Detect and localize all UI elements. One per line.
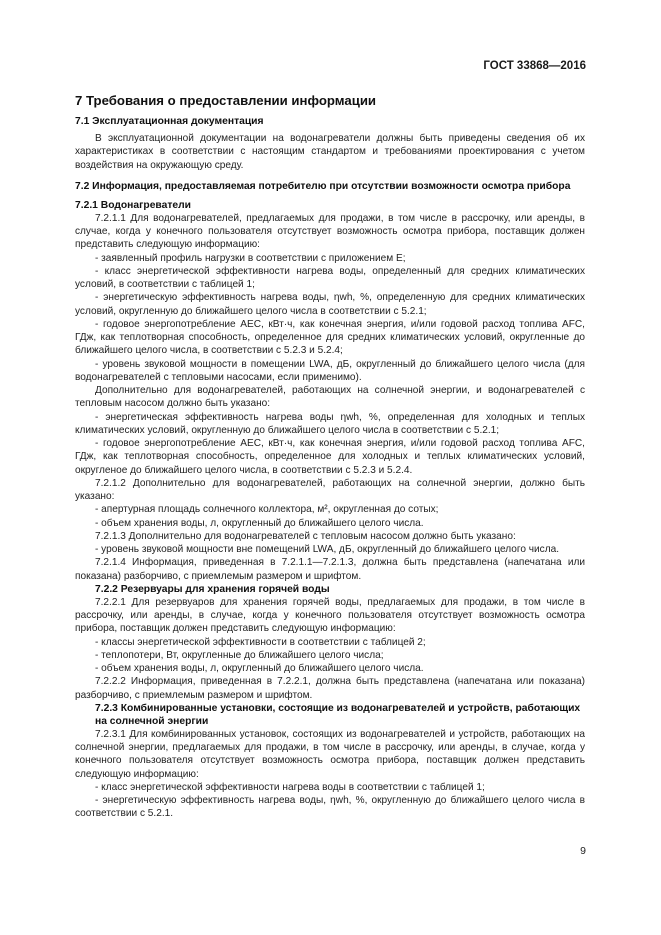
list-item: - заявленный профиль нагрузки в соответствии с приложением Е; [95,252,406,264]
list-item: - годовое энергопотребление AEC, кВт·ч, как конечная энергия, и/или годовой расход топлива AFC, ГДж, как теплотворная способность, определенное для холодных и теплых климатических условий, округленое до ближайшего целого числа, в соответствии с 5.2.3 и 5.2.4. [75,438,585,476]
paragraph: 7.2.3.1 Для комбинированных установок, состоящих из водонагревателей и устройств, работающих на солнечной энергии, предлагаемых для продажи, в том числе в рассрочку, или аренды, в случае, когда у конечного пользователя отсутствует возможность осмотра прибора, поставщик должен представить следующую информацию: [75,728,585,780]
paragraph: 7.2.2.1 Для резервуаров для хранения горячей воды, предлагаемых для продажи, в том числе в рассрочку, или аренды, в случае, когда у конечного пользователя отсутствует возможность осмотра прибора, поставщик должен представить следующую информацию: [75,596,585,635]
section-7-2-1-title: 7.2.1 Водонагреватели [75,199,191,211]
list-item: - энергетическую эффективность нагрева воды, ηwh, %, определенную для средних климатических условий, округленную до ближайшего целого числа в соответствии с 5.2.1; [75,292,585,317]
list-item: - объем хранения воды, л, округленный до ближайшего целого числа. [95,663,424,674]
list-item: - уровень звуковой мощности в помещении LWA, дБ, округленный до ближайшего целого числа (для водонагревателей с тепловыми насосами, если применимо). [75,358,585,383]
list-item: - теплопотери, Вт, округленные до ближайшего целого числа; [95,649,384,661]
paragraph: 7.2.1.1 Для водонагревателей, предлагаемых для продажи, в том числе в рассрочку, или аренды, в случае, когда у конечного пользователя отсутствует возможность осмотра прибора, поставщик должен представить следующую информацию: [75,212,585,251]
list-item: - уровень звуковой мощности вне помещений LWA, дБ, округленный до ближайшего целого числа. [95,544,560,555]
section-7-2-3-title: 7.2.3 Комбинированные установки, состоящие из водонагревателей и устройств, работающих на солнечной энергии [95,702,581,727]
list-item: - класс энергетической эффективности нагрева воды в соответствии с таблицей 1; [95,781,485,793]
list-item: - апертурная площадь солнечного коллектора, м², округленная до сотых; [95,504,439,516]
standard-code: ГОСТ 33868—2016 [483,60,586,72]
section-7-2-title: 7.2 Информация, предоставляемая потребителю при отсутствии возможности осмотра прибора [75,180,571,192]
page-number: 9 [580,845,586,857]
section-7-1-title: 7.1 Эксплуатационная документация [75,116,264,127]
list-item: - энергетическую эффективность нагрева воды, ηwh, %, округленную до ближайшего целого числа в соответствии с 5.2.1. [75,795,585,820]
page-content [75,93,585,821]
paragraph: 7.2.1.3 Дополнительно для водонагревателей с тепловым насосом должно быть указано: [95,530,516,542]
paragraph: 7.2.1.4 Информация, приведенная в 7.2.1.1—7.2.1.3, должна быть представлена (напечатана или показана) разборчиво, с приемлемым размером и шрифтом. [75,557,585,582]
paragraph: 7.2.2.2 Информация, приведенная в 7.2.2.1, должна быть представлена (напечатана или показана) разборчиво, с приемлемым размером и шрифтом. [75,676,585,701]
section-7-1-text: В эксплуатационной документации на водонагреватели должны быть приведены сведения об их характеристиках в соответствии с настоящим стандартом и требованиями проектирования с учетом воздействия на окружающую среду. [75,133,585,171]
list-item: - объем хранения воды, л, округленный до ближайшего целого числа. [95,517,424,529]
section-7-2-2-title: 7.2.2 Резервуары для хранения горячей воды [95,583,330,595]
paragraph: 7.2.1.2 Дополнительно для водонагревателей, работающих на солнечной энергии, должно быть указано: [75,477,585,502]
section-7-title: 7 Требования о предоставлении информации [75,93,377,108]
paragraph: Дополнительно для водонагревателей, работающих на солнечной энергии, и водонагревателей с тепловым насосом должно быть указано: [75,385,585,410]
list-item: - классы энергетической эффективности в соответствии с таблицей 2; [95,636,426,648]
list-item: - годовое энергопотребление AEC, кВт·ч, как конечная энергия, и/или годовой расход топлива AFC, ГДж, как теплотворная способность, определенное для средних климатических условий, округленные до ближайшего целого числа, в соответствии с 5.2.3 и 5.2.4; [75,318,585,357]
list-item: - класс энергетической эффективности нагрева воды, определенный для средних климатических условий, в соответствии с таблицей 1; [75,265,585,290]
list-item: - энергетическая эффективность нагрева воды ηwh, %, определенная для холодных и теплых климатических условий, округленную до ближайшего целого числа в соответствии с 5.2.1; [75,411,585,436]
